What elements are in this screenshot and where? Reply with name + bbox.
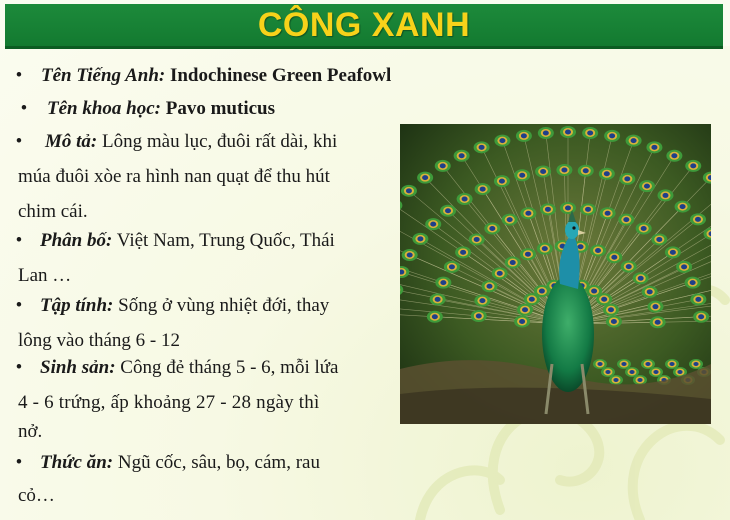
bullet-icon: • [15, 230, 23, 251]
item-text: Ngũ cốc, sâu, bọ, cám, rau [117, 452, 320, 473]
item-text: Pavo muticus [165, 98, 275, 119]
bullet-icon: • [15, 452, 23, 473]
item-label: Mô tả: [45, 131, 98, 152]
title-bar [5, 4, 723, 49]
bullet-icon: • [15, 65, 23, 86]
item-text: Việt Nam, Trung Quốc, Thái [116, 230, 335, 251]
item-food [15, 447, 320, 511]
item-text: Sống ở vùng nhiệt đới, thay [118, 295, 330, 316]
item-label: Sinh sản: [40, 357, 116, 378]
item-text: Indochinese Green Peafowl [169, 65, 392, 86]
item-label: Tên Tiếng Anh: [41, 65, 166, 86]
item-text: nở. [18, 421, 43, 442]
item-distribution [15, 225, 335, 291]
item-label: Tập tính: [40, 295, 114, 316]
bullet-icon: • [15, 131, 23, 152]
item-text: Lông màu lục, đuôi rất dài, khi [102, 131, 338, 152]
item-label: Phân bố: [40, 230, 113, 251]
item-behavior [15, 290, 330, 356]
item-text: chim cái. [18, 201, 88, 222]
item-scientific-name [20, 93, 275, 124]
item-text: cỏ… [18, 485, 55, 506]
item-text: Công đẻ tháng 5 - 6, mỗi lứa [120, 357, 339, 378]
item-description [15, 126, 338, 227]
item-text: lông vào tháng 6 - 12 [18, 330, 181, 351]
item-label: Tên khoa học: [47, 98, 161, 119]
slide-title: CÔNG XANH [257, 6, 471, 44]
header [0, 0, 730, 46]
item-text: múa đuôi xòe ra hình nan quạt để thu hút [18, 166, 330, 187]
item-label: Thức ăn: [40, 452, 114, 473]
item-english-name [15, 60, 392, 91]
item-reproduction [15, 352, 339, 447]
bullet-icon: • [20, 98, 28, 119]
item-text: 4 - 6 trứng, ấp khoảng 27 - 28 ngày thì [18, 392, 320, 413]
item-text: Lan … [18, 265, 72, 286]
bullet-icon: • [15, 357, 23, 378]
peacock-photo [400, 124, 711, 424]
bullet-icon: • [15, 295, 23, 316]
